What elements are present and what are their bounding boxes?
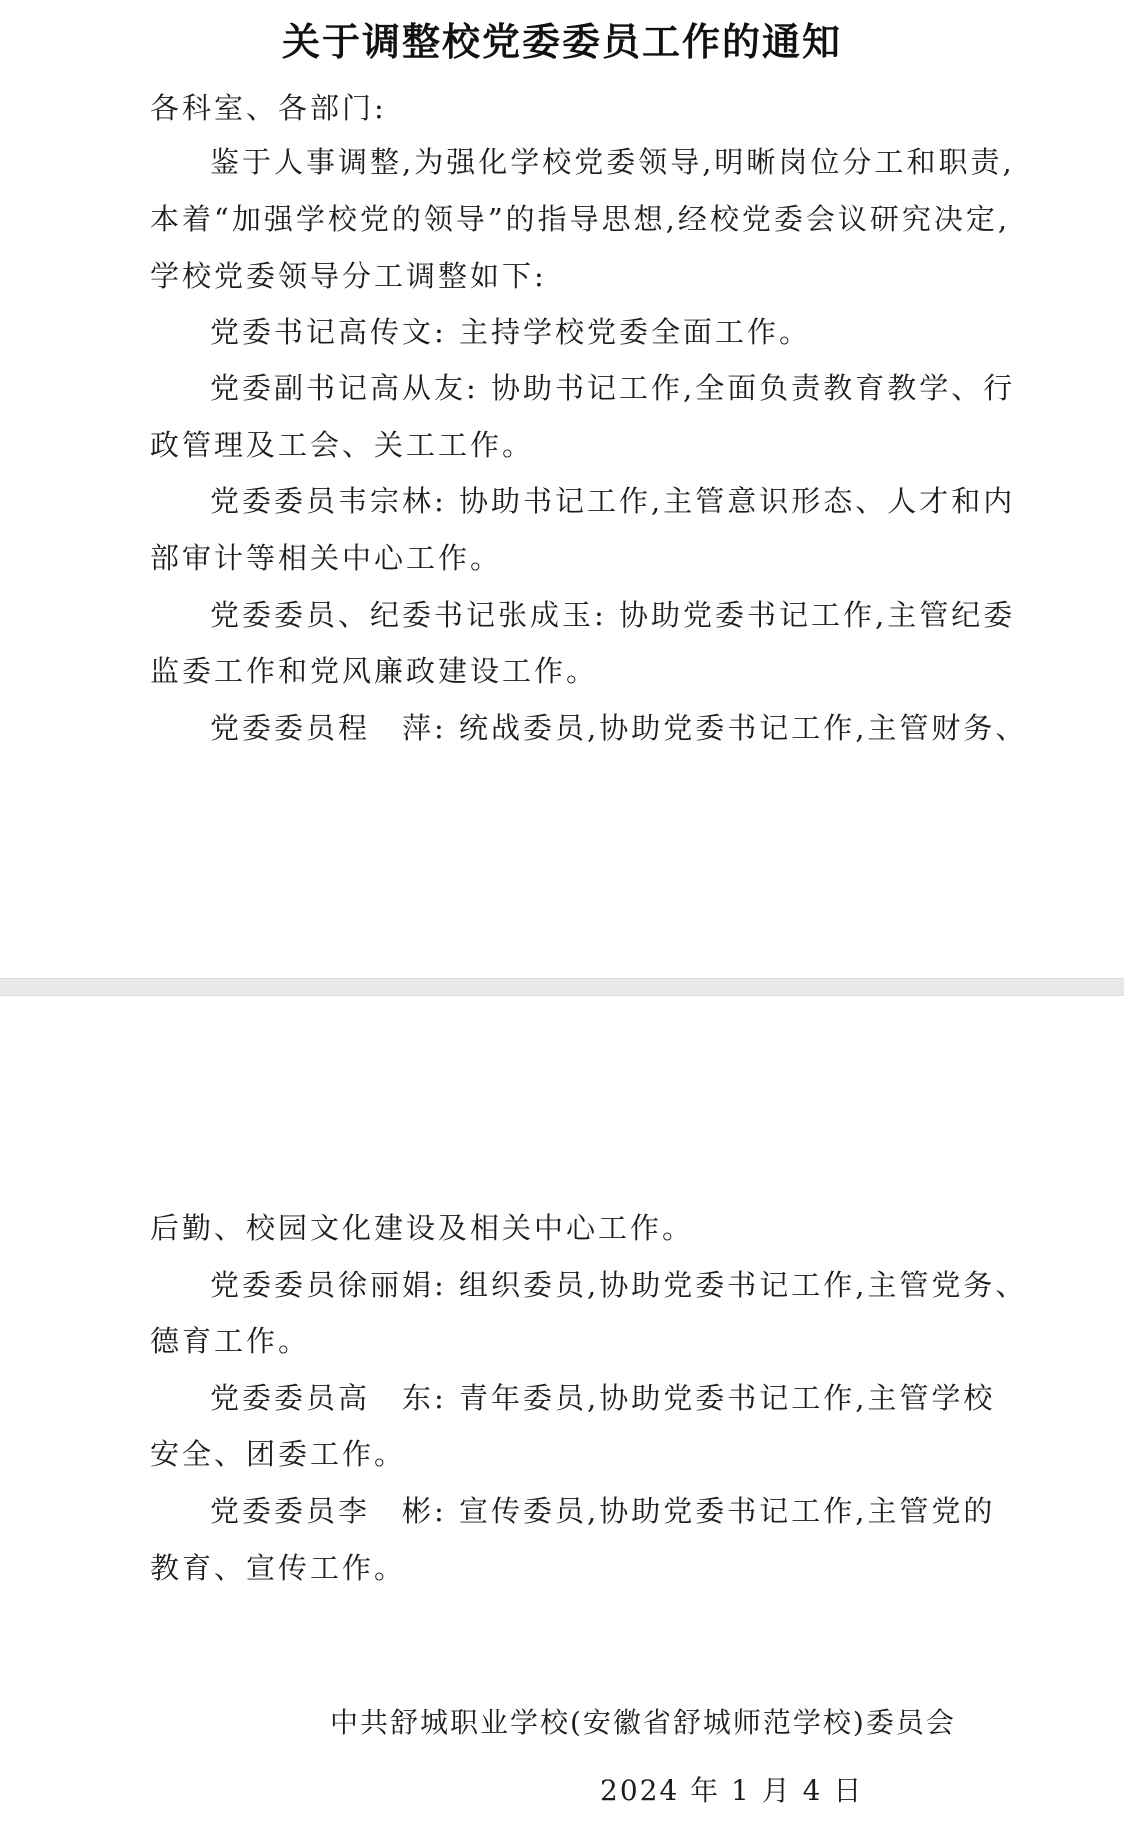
assignment-line: 党委委员高 东: 青年委员,协助党委书记工作,主管学校 [210, 1381, 996, 1415]
assignment-line: 政管理及工会、关工工作。 [150, 428, 535, 462]
assignment-line: 党委书记高传文: 主持学校党委全面工作。 [210, 315, 811, 349]
assignment-line: 党委委员徐丽娟: 组织委员,协助党委书记工作,主管党务、 [210, 1268, 1028, 1302]
body-line: 本着“加强学校党的领导”的指导思想,经校党委会议研究决定, [150, 202, 1011, 236]
notice-title: 关于调整校党委委员工作的通知 [281, 20, 842, 64]
assignment-line: 党委委员、纪委书记张成玉: 协助党委书记工作,主管纪委 [210, 598, 1016, 632]
body-line: 鉴于人事调整,为强化学校党委领导,明晰岗位分工和职责, [210, 145, 1015, 179]
signature-date: 2024 年 1 月 4 日 [600, 1774, 864, 1807]
assignment-line: 安全、团委工作。 [150, 1437, 407, 1471]
assignment-line: 党委委员程 萍: 统战委员,协助党委书记工作,主管财务、 [210, 711, 1028, 745]
assignment-line: 监委工作和党风廉政建设工作。 [150, 654, 599, 688]
assignment-line: 教育、宣传工作。 [150, 1551, 407, 1585]
assignment-line: 德育工作。 [150, 1324, 311, 1358]
page-divider [0, 978, 1124, 996]
assignment-line: 党委委员李 彬: 宣传委员,协助党委书记工作,主管党的 [210, 1494, 996, 1528]
assignment-line: 部审计等相关中心工作。 [150, 541, 503, 575]
signature-organization: 中共舒城职业学校(安徽省舒城师范学校)委员会 [330, 1706, 956, 1739]
document-page-2 [0, 996, 1124, 1841]
assignment-line: 后勤、校园文化建设及相关中心工作。 [150, 1211, 695, 1245]
body-line: 学校党委领导分工调整如下: [150, 259, 547, 293]
assignment-line: 党委副书记高从友: 协助书记工作,全面负责教育教学、行 [210, 371, 1016, 405]
assignment-line: 党委委员韦宗林: 协助书记工作,主管意识形态、人才和内 [210, 484, 1016, 518]
salutation: 各科室、各部门: [150, 91, 387, 125]
